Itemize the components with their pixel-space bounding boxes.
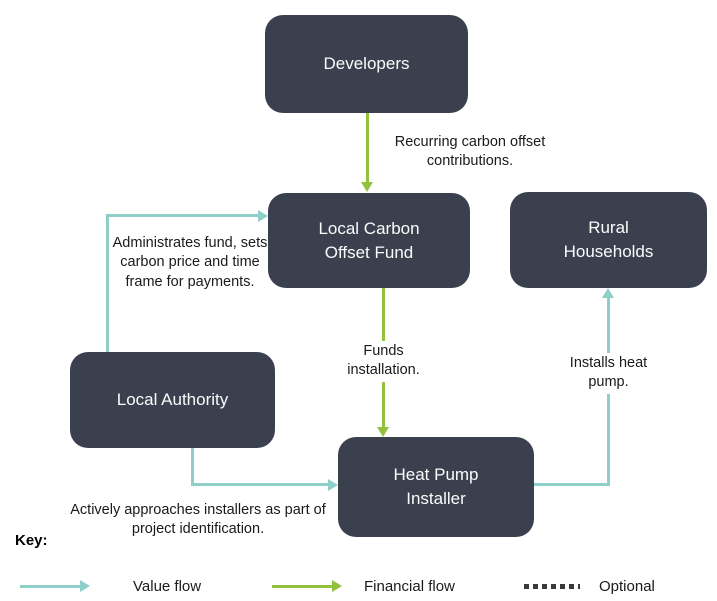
arrowhead-down-icon: [361, 182, 373, 192]
arrowhead-right-icon: [332, 580, 342, 592]
key-item-value-flow-label: Value flow: [133, 578, 202, 595]
optional-dotted-line-icon: [524, 584, 580, 589]
financial-flow-arrow-icon: [272, 585, 332, 588]
node-heat-pump-installer-label: Heat Pump Installer: [393, 465, 479, 508]
node-developers-label: Developers: [323, 54, 410, 74]
arrowhead-right-icon: [258, 210, 268, 222]
arrowhead-right-icon: [80, 580, 90, 592]
node-local-authority-label: Local Authority: [116, 390, 229, 410]
node-rural-households-label: Rural Households: [563, 218, 654, 261]
edge-installer-to-rural-line-horizontal: [534, 483, 609, 486]
arrowhead-down-icon: [377, 427, 389, 437]
node-local-carbon-offset-fund: [268, 193, 470, 288]
value-flow-arrow-icon: [20, 585, 80, 588]
key-item-financial-flow-label: Financial flow: [364, 578, 455, 595]
edge-developers-to-fund-line: [366, 113, 369, 182]
key-title: Key:: [15, 532, 48, 549]
edge-authority-to-installer-line-horizontal: [191, 483, 328, 486]
edge-installer-to-rural-label: Installs heat pump.: [556, 353, 661, 394]
edge-authority-to-fund-line-horizontal: [106, 214, 258, 217]
arrowhead-up-icon: [602, 288, 614, 298]
edge-developers-to-fund-label: Recurring carbon offset contributions.: [394, 134, 546, 170]
node-developers: [265, 15, 468, 113]
edge-authority-to-installer-label: Actively approaches installers as part of project identification.: [70, 502, 326, 538]
edge-authority-to-fund-label: Administrates fund, sets carbon price and time frame for payments.: [112, 235, 268, 290]
arrowhead-right-icon: [328, 479, 338, 491]
edge-authority-to-fund-line-vertical: [106, 214, 109, 352]
key-item-optional-label: Optional: [599, 578, 655, 595]
node-rural-households: [510, 192, 707, 288]
node-local-carbon-offset-fund-label: Local Carbon Offset Fund: [318, 218, 420, 262]
edge-authority-to-installer-line-vertical: [191, 448, 194, 485]
node-heat-pump-installer: [338, 437, 534, 537]
edge-fund-to-installer-label: Funds installation.: [335, 341, 432, 382]
node-local-authority: [70, 352, 275, 448]
